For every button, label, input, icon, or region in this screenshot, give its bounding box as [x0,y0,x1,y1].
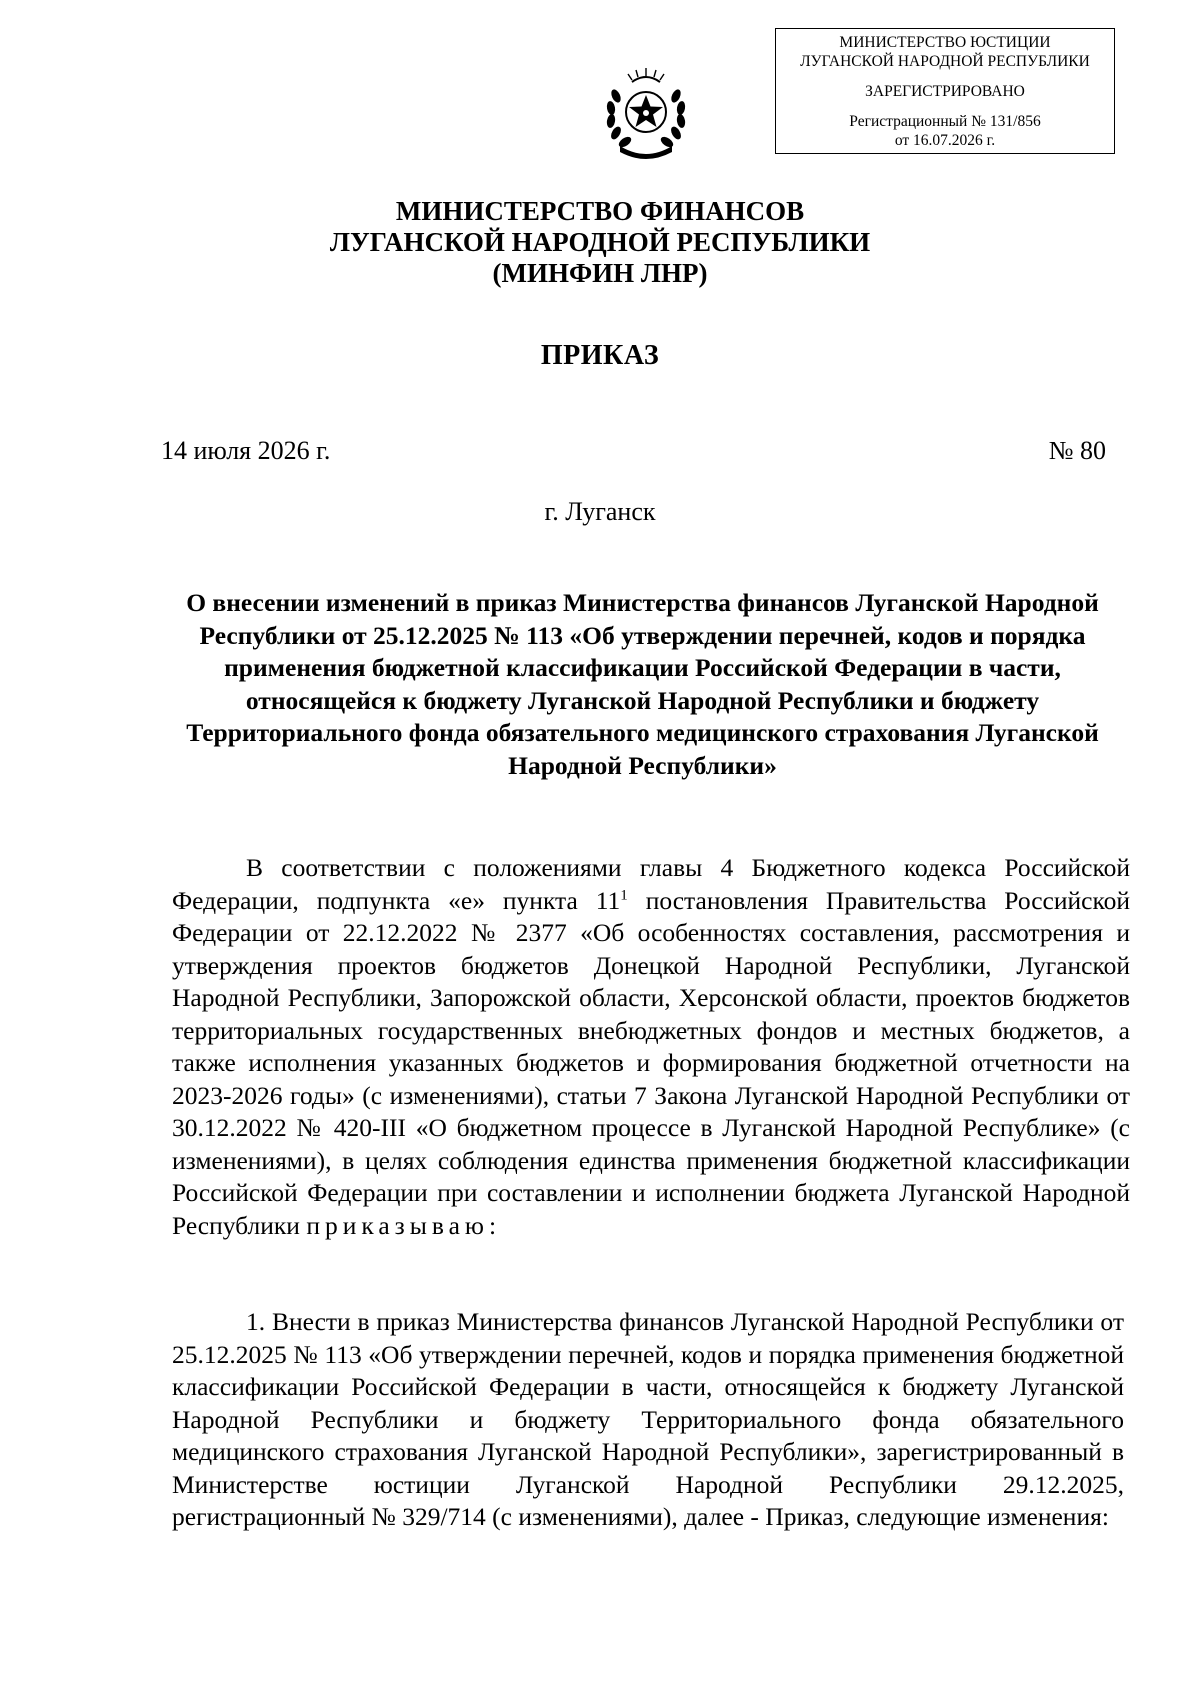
document-date: 14 июля 2026 г. [161,436,331,465]
ministry-abbreviation: (МИНФИН ЛНР) [492,258,708,288]
stamp-reg-date: от 16.07.2026 г. [894,132,996,149]
stamp-ministry-line1: МИНИСТЕРСТВО ЮСТИЦИИ [839,34,1051,51]
preamble-superscript: 1 [620,887,628,903]
preamble-text-part1: В соответствии с положениями главы 4 Бюджетного кодекса Российской Федерации, подпункта «е» пункта 11 [172,853,1130,915]
preamble-text-part2: постановления Правительства Российской Федерации от 22.12.2022 № 2377 «Об особенностях составления, рассмотрения и утверждения проектов бюджетов Донецкой Народной Республики, Луганской Народной Республики, Запорожской области, Херсонской области, проектов бюджетов территориальных государственных внебюджетных фондов и местных бюджетов, а также исполнения указанных бюджетов и формирования бюджетной отчетности на 2023-2026 годы» (с изменениями), статьи 7 Закона Луганской Народной Республики от 30.12.2022 № 420-III «О бюджетном процессе в Луганской Народной Республике» (с изменениями), в целях соблюдения единства применения бюджетной классификации Российской Федерации при составлении и исполнении бюджета Луганской Народной Республики [172,885,1130,1240]
document-type: ПРИКАЗ [540,340,660,371]
document-number: № 80 [1048,436,1106,465]
lnr-coat-of-arms-icon [598,62,694,162]
preamble-paragraph [172,852,1130,1242]
stamp-ministry-line2: ЛУГАНСКОЙ НАРОДНОЙ РЕСПУБЛИКИ [800,53,1090,70]
ministry-name-line2: ЛУГАНСКОЙ НАРОДНОЙ РЕСПУБЛИКИ [329,227,871,257]
order-word: приказываю: [306,1210,502,1240]
registration-stamp [775,28,1115,154]
clause-1-paragraph: 1. Внести в приказ Министерства финансов Луганской Народной Республики от 25.12.2025 № 113 «Об утверждении перечней, кодов и порядка применения бюджетной классификации Российской Федерации в части, относящейся к бюджету Луганской Народной Республики и бюджету Территориального фонда обязательного медицинского страхования Луганской Народной Республики», зарегистрированный в Министерстве юстиции Луганской Народной Республики 29.12.2025, регистрационный № 329/714 (с изменениями), далее - Приказ, следующие изменения: [172,1307,1124,1531]
stamp-reg-number: Регистрационный № 131/856 [849,113,1041,130]
document-city: г. Луганск [544,497,656,526]
document-subject: О внесении изменений в приказ Министерства финансов Луганской Народной Республики от 25.12.2025 № 113 «Об утверждении перечней, кодов и порядка применения бюджетной классификации Российской Федерации в части, относящейся к бюджету Луганской Народной Республики и бюджету Территориального фонда обязательного медицинского страхования Луганской Народной Республики» [186,588,1099,780]
stamp-status: ЗАРЕГИСТРИРОВАНО [865,83,1025,100]
ministry-name-line1: МИНИСТЕРСТВО ФИНАНСОВ [395,196,805,226]
ministry-name [0,196,1200,289]
